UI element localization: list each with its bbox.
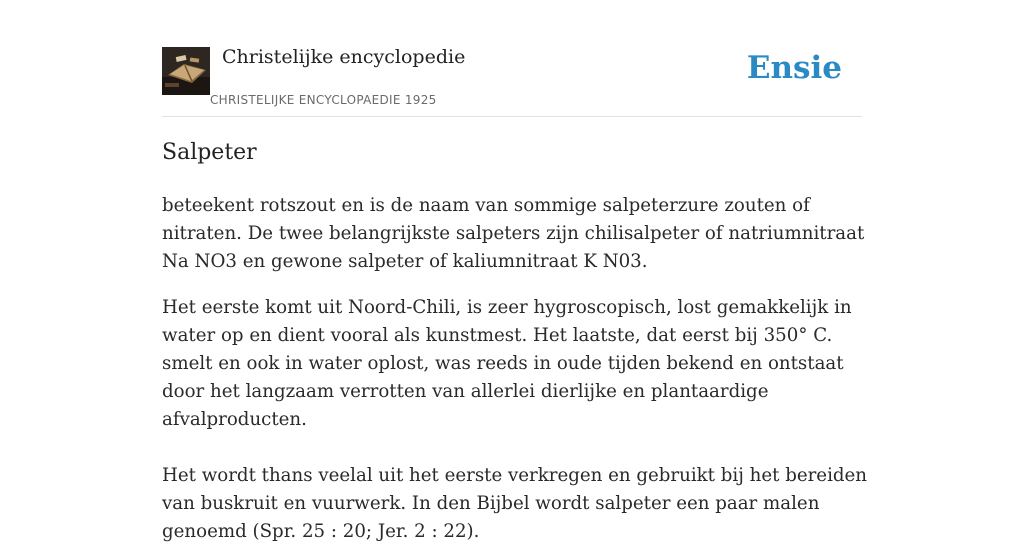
- source-avatar[interactable]: [162, 47, 210, 95]
- book-photo-icon: [162, 47, 210, 95]
- brand-logo[interactable]: Ensie: [746, 50, 842, 86]
- article-paragraph: Het eerste komt uit Noord-Chili, is zeer hygroscopisch, lost gemakkelijk in water op en dient vooral als kunstmest. Het laatste, dat eerst bij 350° C. smelt en ook in water oplost, was reeds in oude tijden bekend en ontstaat door het langzaam verrotten van allerlei dierlijke en plantaardige afvalproducten.: [162, 297, 852, 430]
- source-subtitle[interactable]: CHRISTELIJKE ENCYCLOPAEDIE 1925: [210, 93, 437, 107]
- source-header: [162, 46, 862, 117]
- article-body: [162, 192, 868, 546]
- source-title[interactable]: Christelijke encyclopedie: [222, 46, 466, 68]
- article-paragraph: Het wordt thans veelal uit het eerste verkregen en gebruikt bij het bereiden van buskruit en vuurwerk. In den Bijbel wordt salpeter een paar malen genoemd (Spr. 25 : 20; Jer. 2 : 22).: [162, 465, 868, 542]
- article-title: Salpeter: [162, 140, 257, 165]
- article-paragraph: beteekent rotszout en is de naam van sommige salpeterzure zouten of nitraten. De twee belangrijkste salpeters zijn chilisalpeter of natriumnitraat Na NO3 en gewone salpeter of kaliumnitraat K N03.: [162, 195, 865, 272]
